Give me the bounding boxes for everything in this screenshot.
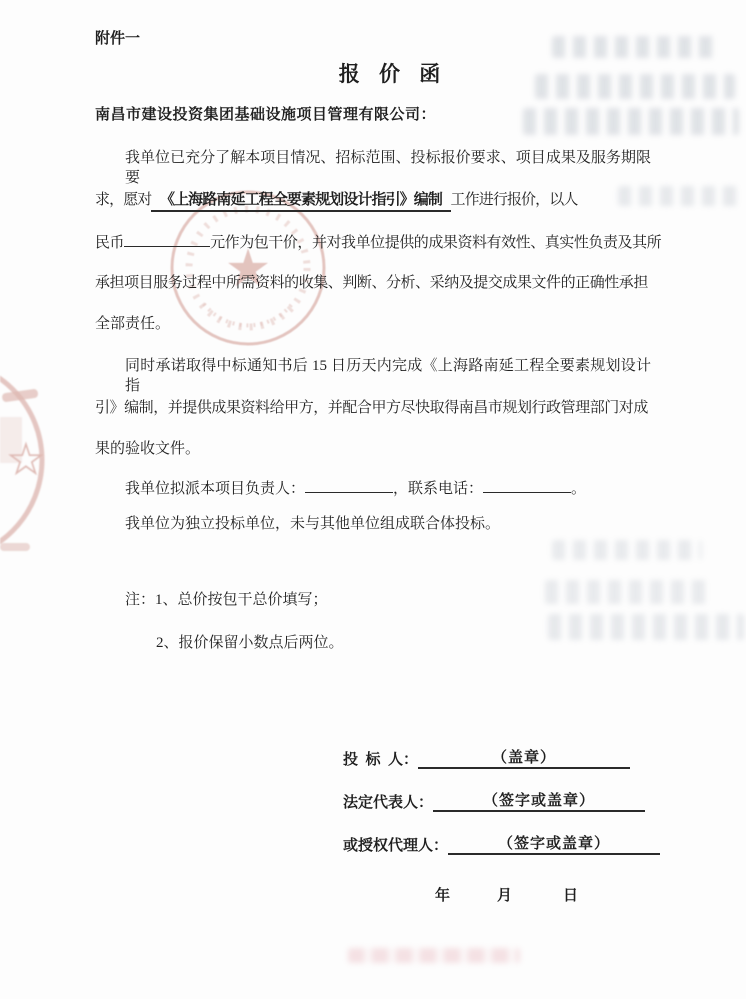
blank-gap xyxy=(151,192,160,208)
contact-phone-blank xyxy=(483,477,571,493)
body-line-2 xyxy=(95,190,651,212)
body-line-5: 全部责任。 xyxy=(95,316,171,332)
bleedthrough-smudge xyxy=(552,540,702,560)
project-leader-blank xyxy=(305,477,393,493)
project-name-text: 《上海路南延工程全要素规划设计指引》编制 xyxy=(159,192,442,208)
legal-rep-signature-line xyxy=(433,789,645,812)
body-line-9 xyxy=(95,477,651,499)
bleedthrough-smudge xyxy=(548,614,744,640)
body-line-7: 引》编制，并提供成果资料给甲方，并配合甲方尽快取得南昌市规划行政管理部门对成 xyxy=(95,400,648,416)
seal-star-icon: ★ xyxy=(224,241,272,298)
bidder-signature-line xyxy=(418,746,630,769)
legal-rep-label: 法定代表人： xyxy=(343,795,434,811)
body-line-3 xyxy=(95,231,662,253)
sign-or-seal-hint: （签字或盖章） xyxy=(483,793,596,809)
authorized-agent-label: 或授权代理人： xyxy=(343,838,449,854)
project-name-field xyxy=(151,190,450,212)
body-text: 工作进行报价，以人 xyxy=(450,192,578,208)
note-line-1: 注：1、总价按包干总价填写； xyxy=(125,592,328,608)
body-line-10: 我单位为独立投标单位，未与其他单位组成联合体投标。 xyxy=(125,516,501,532)
body-line-4: 承担项目服务过程中所需资料的收集、判断、分析、采纳及提交成果文件的正确性承担 xyxy=(95,275,648,291)
body-text: 民币 xyxy=(95,235,125,251)
bidder-signature-row xyxy=(343,746,630,769)
note-line-2: 2、报价保留小数点后两位。 xyxy=(156,635,344,651)
seal-hint: （盖章） xyxy=(492,750,557,766)
day-label: 日 xyxy=(563,888,579,904)
attachment-label: 附件一 xyxy=(95,31,141,47)
body-line-8: 果的验收文件。 xyxy=(95,441,201,457)
authorized-agent-signature-line xyxy=(448,832,660,855)
recipient-line: 南昌市建设投资集团基础设施项目管理有限公司： xyxy=(95,107,437,123)
year-label: 年 xyxy=(435,888,451,904)
price-amount-blank xyxy=(124,231,210,247)
bleedthrough-smudge xyxy=(348,948,520,963)
body-text: ，联系电话： xyxy=(393,481,484,497)
authorized-agent-signature-row xyxy=(343,832,660,855)
seal-star-icon: ★ xyxy=(8,437,44,482)
body-text: 元作为包干价，并对我单位提供的成果资料有效性、真实性负责及其所 xyxy=(210,235,662,251)
month-label: 月 xyxy=(497,888,513,904)
bidder-label: 投 标 人： xyxy=(343,752,419,768)
body-line-6: 同时承诺取得中标通知书后 15 日历天内完成《上海路南延工程全要素规划设计指 xyxy=(125,358,651,394)
bleedthrough-smudge xyxy=(523,108,739,135)
legal-rep-signature-row xyxy=(343,789,645,812)
body-text: 求，愿对 xyxy=(95,192,152,208)
body-text: 。 xyxy=(571,481,587,497)
document-title: 报 价 函 xyxy=(338,62,448,86)
edge-seal-stamp xyxy=(0,355,50,565)
bleedthrough-smudge xyxy=(545,580,710,604)
body-line-1: 我单位已充分了解本项目情况、招标范围、投标报价要求、项目成果及服务期限要 xyxy=(125,150,651,186)
body-text: 我单位拟派本项目负责人： xyxy=(125,481,306,497)
blank-gap xyxy=(442,192,451,208)
sign-or-seal-hint: （签字或盖章） xyxy=(498,836,611,852)
bleedthrough-smudge xyxy=(552,36,718,58)
